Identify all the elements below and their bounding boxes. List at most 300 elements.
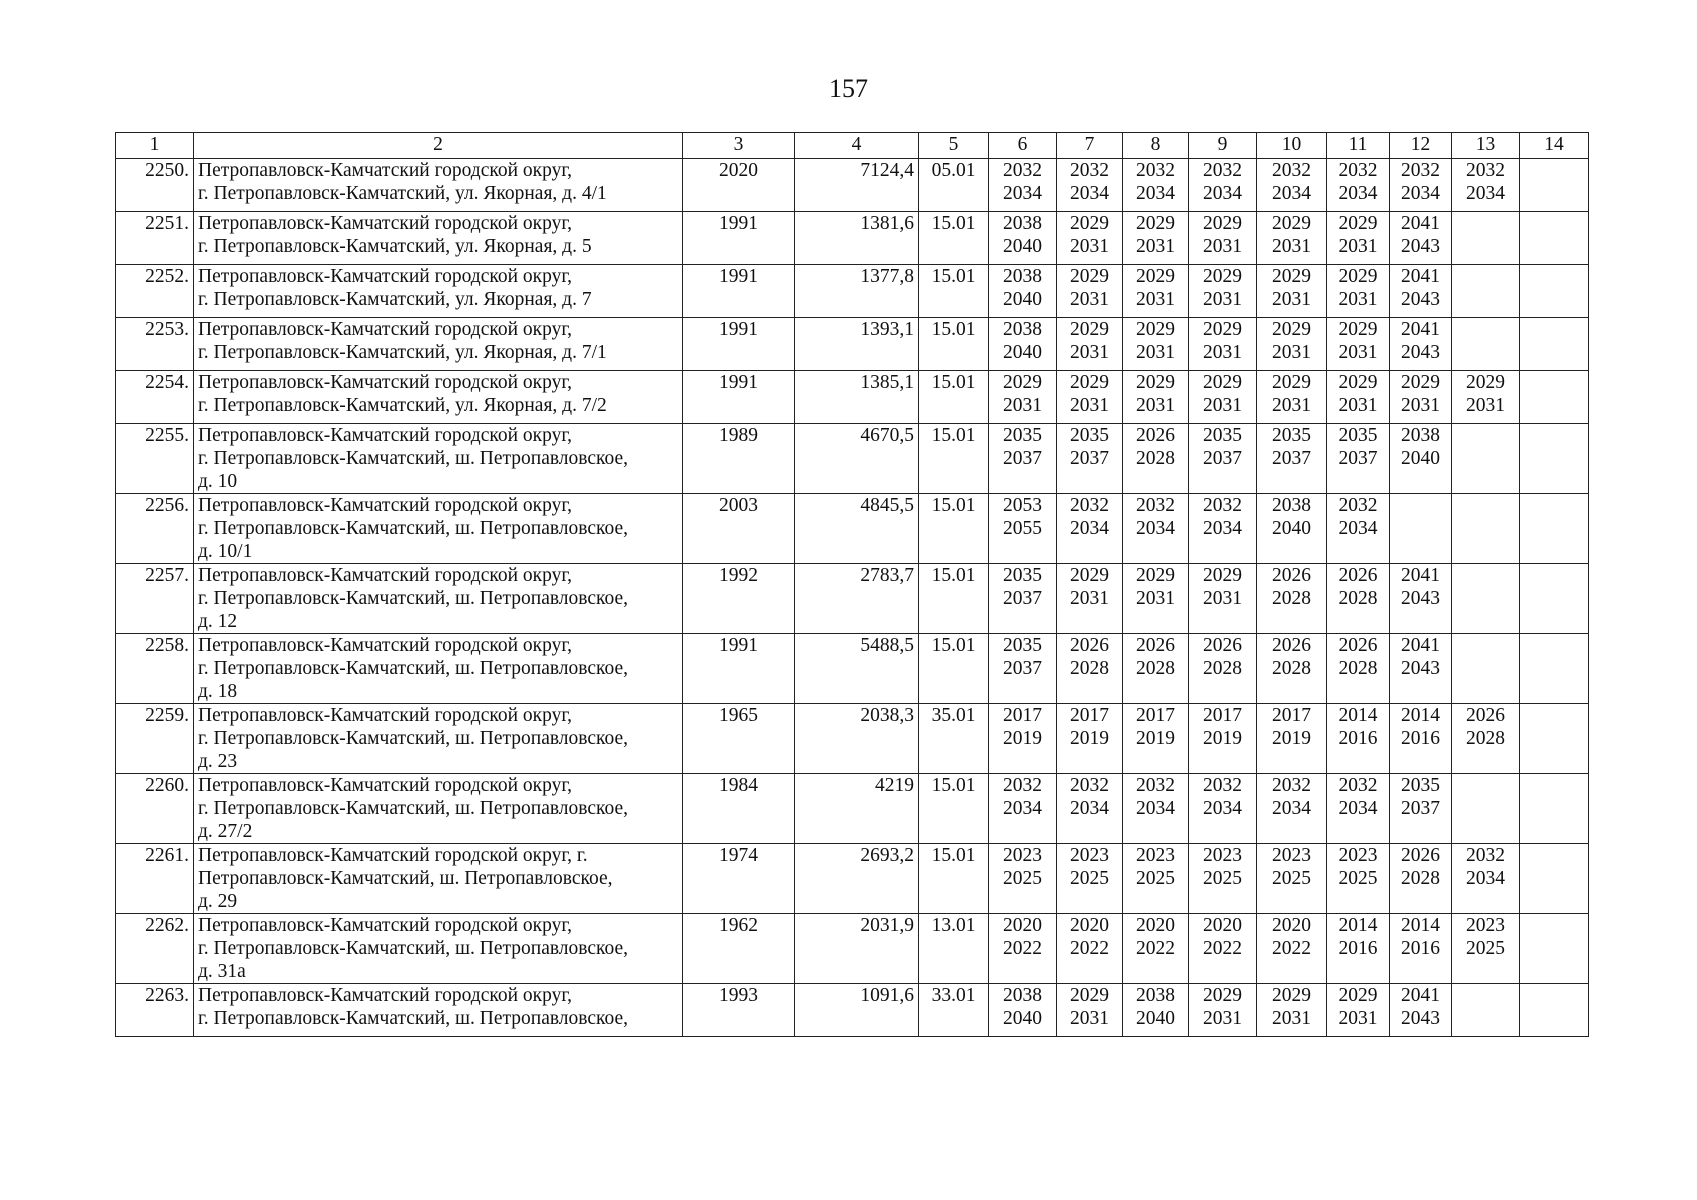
table-row [116, 371, 1589, 424]
period-year: 2028 [1466, 728, 1505, 749]
period-cell [989, 984, 1057, 1037]
period-cell [1057, 774, 1123, 844]
period-cell [1123, 494, 1189, 564]
period-year: 2043 [1401, 289, 1440, 310]
total-area: 2693,2 [795, 844, 919, 914]
period-cell [1520, 634, 1589, 704]
period-year: 2029 [1203, 319, 1242, 340]
address-line: г. Петропавловск-Камчатский, ш. Петропавловское, [198, 658, 629, 679]
period-year: 2035 [1338, 425, 1378, 446]
period-year: 2020 [1070, 915, 1109, 936]
period-cell [1327, 371, 1390, 424]
period-year: 2029 [1401, 372, 1440, 393]
period-year: 2014 [1338, 705, 1378, 726]
period-cell [1123, 424, 1189, 494]
period-cell [1257, 774, 1327, 844]
period-cell [989, 212, 1057, 265]
period-year: 2032 [1272, 775, 1311, 796]
period-year: 2041 [1401, 985, 1440, 1006]
period-cell [1189, 159, 1257, 212]
period-year: 2017 [1203, 705, 1242, 726]
period-year: 2029 [1338, 985, 1378, 1006]
period-year: 2028 [1338, 588, 1378, 609]
period-year: 2025 [1203, 868, 1242, 889]
period-year: 2031 [1338, 289, 1378, 310]
period-year: 2028 [1401, 868, 1440, 889]
period-year: 2032 [1203, 775, 1242, 796]
period-year: 2022 [1070, 938, 1109, 959]
period-year: 2034 [1003, 183, 1042, 204]
address-line: г. Петропавловск-Камчатский, ул. Якорная, д. 7/1 [198, 342, 607, 363]
period-cell [1520, 984, 1589, 1037]
period-year: 2032 [1401, 160, 1440, 181]
address-cell [194, 844, 683, 914]
period-year: 2037 [1003, 588, 1042, 609]
address-cell [194, 318, 683, 371]
period-cell [1189, 494, 1257, 564]
period-year: 2032 [1003, 775, 1042, 796]
period-year: 2031 [1070, 1008, 1109, 1029]
period-year: 2032 [1070, 495, 1109, 516]
period-cell [1257, 914, 1327, 984]
period-cell [1452, 371, 1520, 424]
period-cell [1257, 704, 1327, 774]
period-cell [1390, 774, 1452, 844]
period-year: 2037 [1338, 448, 1378, 469]
address-cell [194, 774, 683, 844]
period-year: 2031 [1070, 588, 1109, 609]
period-cell [1257, 844, 1327, 914]
period-year: 2034 [1338, 798, 1378, 819]
period-year: 2037 [1401, 798, 1440, 819]
period-year: 2019 [1136, 728, 1175, 749]
period-year: 2029 [1136, 565, 1175, 586]
period-year: 2032 [1203, 160, 1242, 181]
total-area: 2038,3 [795, 704, 919, 774]
period-year: 2034 [1070, 798, 1109, 819]
address-line: Петропавловск-Камчатский городской округ, [198, 372, 573, 393]
period-year: 2055 [1003, 518, 1042, 539]
period-cell [1390, 564, 1452, 634]
period-year: 2032 [1136, 495, 1175, 516]
period-year: 2014 [1338, 915, 1378, 936]
period-year: 2029 [1466, 372, 1505, 393]
period-year: 2043 [1401, 342, 1440, 363]
period-cell [1390, 318, 1452, 371]
period-cell [1327, 774, 1390, 844]
period-cell [1123, 984, 1189, 1037]
period-year: 2043 [1401, 658, 1440, 679]
column-header: 6 [989, 133, 1057, 159]
period-year: 2022 [1203, 938, 1242, 959]
row-number: 2256. [116, 494, 194, 564]
address-line: Петропавловск-Камчатский городской округ, [198, 160, 573, 181]
period-cell [1189, 371, 1257, 424]
address-cell [194, 914, 683, 984]
header-row [116, 133, 1589, 159]
address-line: д. 12 [198, 611, 238, 632]
build-year: 1993 [683, 984, 795, 1037]
period-year: 2019 [1272, 728, 1311, 749]
period-year: 2026 [1272, 635, 1311, 656]
total-area: 4219 [795, 774, 919, 844]
column-header: 12 [1390, 133, 1452, 159]
column-header: 1 [116, 133, 194, 159]
period-year: 2038 [1003, 266, 1042, 287]
period-cell [1390, 212, 1452, 265]
period-year: 2037 [1003, 658, 1042, 679]
row-number: 2261. [116, 844, 194, 914]
period-year: 2016 [1338, 938, 1378, 959]
period-year: 2029 [1272, 319, 1311, 340]
address-line: г. Петропавловск-Камчатский, ул. Якорная, д. 7/2 [198, 395, 607, 416]
period-cell [1520, 774, 1589, 844]
period-year: 2017 [1272, 705, 1311, 726]
period-cell [1057, 564, 1123, 634]
period-cell [1520, 844, 1589, 914]
period-cell [989, 774, 1057, 844]
address-line: д. 23 [198, 751, 238, 772]
period-year: 2020 [1003, 915, 1042, 936]
period-year: 2032 [1070, 160, 1109, 181]
period-year: 2034 [1338, 518, 1378, 539]
row-number: 2251. [116, 212, 194, 265]
period-year: 2029 [1203, 565, 1242, 586]
period-cell [1452, 844, 1520, 914]
period-year: 2034 [1203, 518, 1242, 539]
period-year: 2017 [1003, 705, 1042, 726]
period-year: 2034 [1401, 183, 1440, 204]
period-cell [989, 424, 1057, 494]
period-year: 2041 [1401, 635, 1440, 656]
period-year: 2032 [1136, 160, 1175, 181]
row-number: 2250. [116, 159, 194, 212]
column-header: 4 [795, 133, 919, 159]
address-line: Петропавловск-Камчатский городской округ, [198, 985, 573, 1006]
period-cell [1390, 159, 1452, 212]
category-code: 15.01 [919, 318, 989, 371]
period-cell [1189, 844, 1257, 914]
period-year: 2031 [1203, 1008, 1242, 1029]
period-cell [1452, 212, 1520, 265]
period-cell [1452, 159, 1520, 212]
row-number: 2263. [116, 984, 194, 1037]
total-area: 2783,7 [795, 564, 919, 634]
period-year: 2028 [1136, 658, 1175, 679]
period-cell [1123, 634, 1189, 704]
period-cell [1327, 265, 1390, 318]
period-year: 2016 [1401, 728, 1440, 749]
address-line: г. Петропавловск-Камчатский, ш. Петропавловское, [198, 728, 629, 749]
column-header: 3 [683, 133, 795, 159]
period-year: 2031 [1203, 236, 1242, 257]
build-year: 1984 [683, 774, 795, 844]
address-cell [194, 564, 683, 634]
row-number: 2258. [116, 634, 194, 704]
period-year: 2034 [1272, 183, 1311, 204]
period-year: 2028 [1272, 588, 1311, 609]
category-code: 15.01 [919, 424, 989, 494]
total-area: 1381,6 [795, 212, 919, 265]
category-code: 15.01 [919, 494, 989, 564]
period-year: 2029 [1070, 372, 1109, 393]
period-cell [1452, 265, 1520, 318]
period-year: 2025 [1003, 868, 1042, 889]
period-cell [1123, 914, 1189, 984]
period-year: 2035 [1003, 425, 1042, 446]
page-number: 157 [829, 74, 868, 103]
period-cell [1257, 984, 1327, 1037]
period-cell [989, 564, 1057, 634]
period-year: 2035 [1272, 425, 1311, 446]
period-year: 2038 [1003, 319, 1042, 340]
period-cell [1257, 265, 1327, 318]
period-year: 2031 [1203, 588, 1242, 609]
period-cell [1189, 424, 1257, 494]
period-year: 2031 [1272, 236, 1311, 257]
period-year: 2035 [1401, 775, 1440, 796]
period-year: 2026 [1203, 635, 1242, 656]
period-cell [1327, 914, 1390, 984]
period-year: 2031 [1003, 395, 1042, 416]
address-cell [194, 494, 683, 564]
period-cell [1327, 634, 1390, 704]
period-cell [1057, 914, 1123, 984]
period-year: 2034 [1136, 798, 1175, 819]
period-cell [1189, 984, 1257, 1037]
period-cell [1390, 844, 1452, 914]
period-year: 2031 [1401, 395, 1440, 416]
period-cell [1520, 564, 1589, 634]
period-cell [1452, 774, 1520, 844]
period-year: 2032 [1466, 845, 1505, 866]
period-year: 2031 [1338, 342, 1378, 363]
table-body [116, 159, 1589, 1037]
address-line: Петропавловск-Камчатский городской округ, [198, 705, 573, 726]
address-line: д. 31а [198, 961, 246, 982]
table-row [116, 159, 1589, 212]
column-header: 10 [1257, 133, 1327, 159]
period-year: 2029 [1136, 213, 1175, 234]
period-year: 2025 [1338, 868, 1378, 889]
period-cell [1189, 914, 1257, 984]
row-number: 2255. [116, 424, 194, 494]
period-cell [1327, 159, 1390, 212]
period-year: 2040 [1272, 518, 1311, 539]
address-cell [194, 212, 683, 265]
period-cell [1327, 424, 1390, 494]
period-year: 2031 [1070, 289, 1109, 310]
period-cell [989, 494, 1057, 564]
period-year: 2026 [1070, 635, 1109, 656]
address-line: Петропавловск-Камчатский городской округ, [198, 775, 573, 796]
period-year: 2023 [1272, 845, 1311, 866]
period-year: 2028 [1203, 658, 1242, 679]
address-line: Петропавловск-Камчатский городской округ, г. [198, 845, 588, 866]
period-year: 2029 [1070, 319, 1109, 340]
period-year: 2028 [1136, 448, 1175, 469]
row-number: 2252. [116, 265, 194, 318]
address-cell [194, 371, 683, 424]
period-year: 2038 [1401, 425, 1440, 446]
period-year: 2029 [1203, 213, 1242, 234]
build-year: 1991 [683, 371, 795, 424]
period-year: 2031 [1338, 236, 1378, 257]
build-year: 2003 [683, 494, 795, 564]
address-line: Петропавловск-Камчатский городской округ, [198, 319, 573, 340]
table-row [116, 564, 1589, 634]
period-year: 2034 [1203, 183, 1242, 204]
category-code: 15.01 [919, 265, 989, 318]
period-cell [1189, 704, 1257, 774]
period-year: 2029 [1070, 985, 1109, 1006]
build-year: 1991 [683, 265, 795, 318]
category-code: 15.01 [919, 634, 989, 704]
table-row [116, 494, 1589, 564]
period-year: 2032 [1070, 775, 1109, 796]
period-year: 2032 [1203, 495, 1242, 516]
address-line: д. 10/1 [198, 541, 253, 562]
period-year: 2034 [1203, 798, 1242, 819]
category-code: 35.01 [919, 704, 989, 774]
period-cell [1123, 212, 1189, 265]
period-year: 2019 [1070, 728, 1109, 749]
address-line: Петропавловск-Камчатский городской округ, [198, 915, 573, 936]
period-year: 2034 [1070, 518, 1109, 539]
period-cell [1189, 564, 1257, 634]
period-year: 2028 [1338, 658, 1378, 679]
period-cell [1189, 318, 1257, 371]
address-cell [194, 634, 683, 704]
period-cell [1057, 212, 1123, 265]
period-year: 2031 [1272, 342, 1311, 363]
period-cell [1057, 984, 1123, 1037]
address-line: г. Петропавловск-Камчатский, ш. Петропавловское, [198, 798, 629, 819]
period-year: 2014 [1401, 705, 1440, 726]
period-year: 2028 [1272, 658, 1311, 679]
period-year: 2028 [1070, 658, 1109, 679]
build-year: 2020 [683, 159, 795, 212]
period-cell [1520, 318, 1589, 371]
total-area: 2031,9 [795, 914, 919, 984]
period-cell [1520, 159, 1589, 212]
period-year: 2037 [1070, 448, 1109, 469]
period-year: 2020 [1136, 915, 1175, 936]
period-year: 2031 [1203, 289, 1242, 310]
period-cell [1057, 318, 1123, 371]
period-year: 2031 [1338, 1008, 1378, 1029]
period-year: 2032 [1466, 160, 1505, 181]
period-year: 2029 [1338, 213, 1378, 234]
period-year: 2040 [1003, 1008, 1042, 1029]
period-year: 2022 [1136, 938, 1175, 959]
period-cell [1390, 265, 1452, 318]
period-cell [1257, 159, 1327, 212]
period-cell [1520, 914, 1589, 984]
table-row [116, 914, 1589, 984]
period-year: 2032 [1338, 160, 1378, 181]
period-year: 2026 [1272, 565, 1311, 586]
total-area: 1091,6 [795, 984, 919, 1037]
category-code: 05.01 [919, 159, 989, 212]
table-row [116, 844, 1589, 914]
address-line: Петропавловск-Камчатский, ш. Петропавловское, [198, 868, 613, 889]
period-year: 2041 [1401, 213, 1440, 234]
period-year: 2025 [1272, 868, 1311, 889]
row-number: 2257. [116, 564, 194, 634]
address-line: Петропавловск-Камчатский городской округ, [198, 635, 573, 656]
period-cell [1057, 265, 1123, 318]
table-row [116, 318, 1589, 371]
period-year: 2041 [1401, 319, 1440, 340]
period-year: 2031 [1070, 342, 1109, 363]
period-cell [1123, 371, 1189, 424]
period-cell [1123, 774, 1189, 844]
housing-registry-table [115, 132, 1589, 1037]
period-year: 2038 [1272, 495, 1311, 516]
period-year: 2023 [1136, 845, 1175, 866]
address-cell [194, 159, 683, 212]
period-cell [1057, 424, 1123, 494]
address-line: Петропавловск-Камчатский городской округ, [198, 425, 573, 446]
table-row [116, 424, 1589, 494]
category-code: 15.01 [919, 774, 989, 844]
column-header: 2 [194, 133, 683, 159]
period-cell [1390, 984, 1452, 1037]
row-number: 2260. [116, 774, 194, 844]
period-year: 2032 [1338, 495, 1378, 516]
period-cell [1452, 914, 1520, 984]
period-cell [1257, 634, 1327, 704]
period-year: 2041 [1401, 266, 1440, 287]
period-cell [989, 704, 1057, 774]
period-year: 2037 [1272, 448, 1311, 469]
total-area: 4845,5 [795, 494, 919, 564]
period-year: 2029 [1272, 213, 1311, 234]
period-year: 2037 [1003, 448, 1042, 469]
period-cell [1257, 318, 1327, 371]
period-year: 2032 [1003, 160, 1042, 181]
address-line: д. 29 [198, 891, 238, 912]
total-area: 7124,4 [795, 159, 919, 212]
category-code: 13.01 [919, 914, 989, 984]
period-year: 2016 [1401, 938, 1440, 959]
period-cell [1452, 564, 1520, 634]
build-year: 1965 [683, 704, 795, 774]
period-year: 2029 [1136, 372, 1175, 393]
period-year: 2029 [1070, 213, 1109, 234]
period-cell [1452, 424, 1520, 494]
period-year: 2040 [1401, 448, 1440, 469]
period-year: 2035 [1070, 425, 1109, 446]
period-year: 2031 [1136, 342, 1175, 363]
period-year: 2043 [1401, 236, 1440, 257]
period-year: 2029 [1272, 266, 1311, 287]
period-cell [1057, 159, 1123, 212]
address-line: Петропавловск-Камчатский городской округ, [198, 495, 573, 516]
period-year: 2031 [1338, 395, 1378, 416]
total-area: 1377,8 [795, 265, 919, 318]
period-year: 2029 [1136, 266, 1175, 287]
period-cell [1327, 564, 1390, 634]
period-year: 2035 [1203, 425, 1242, 446]
period-year: 2034 [1136, 518, 1175, 539]
build-year: 1962 [683, 914, 795, 984]
period-year: 2029 [1203, 985, 1242, 1006]
category-code: 33.01 [919, 984, 989, 1037]
period-cell [1452, 634, 1520, 704]
column-header: 13 [1452, 133, 1520, 159]
